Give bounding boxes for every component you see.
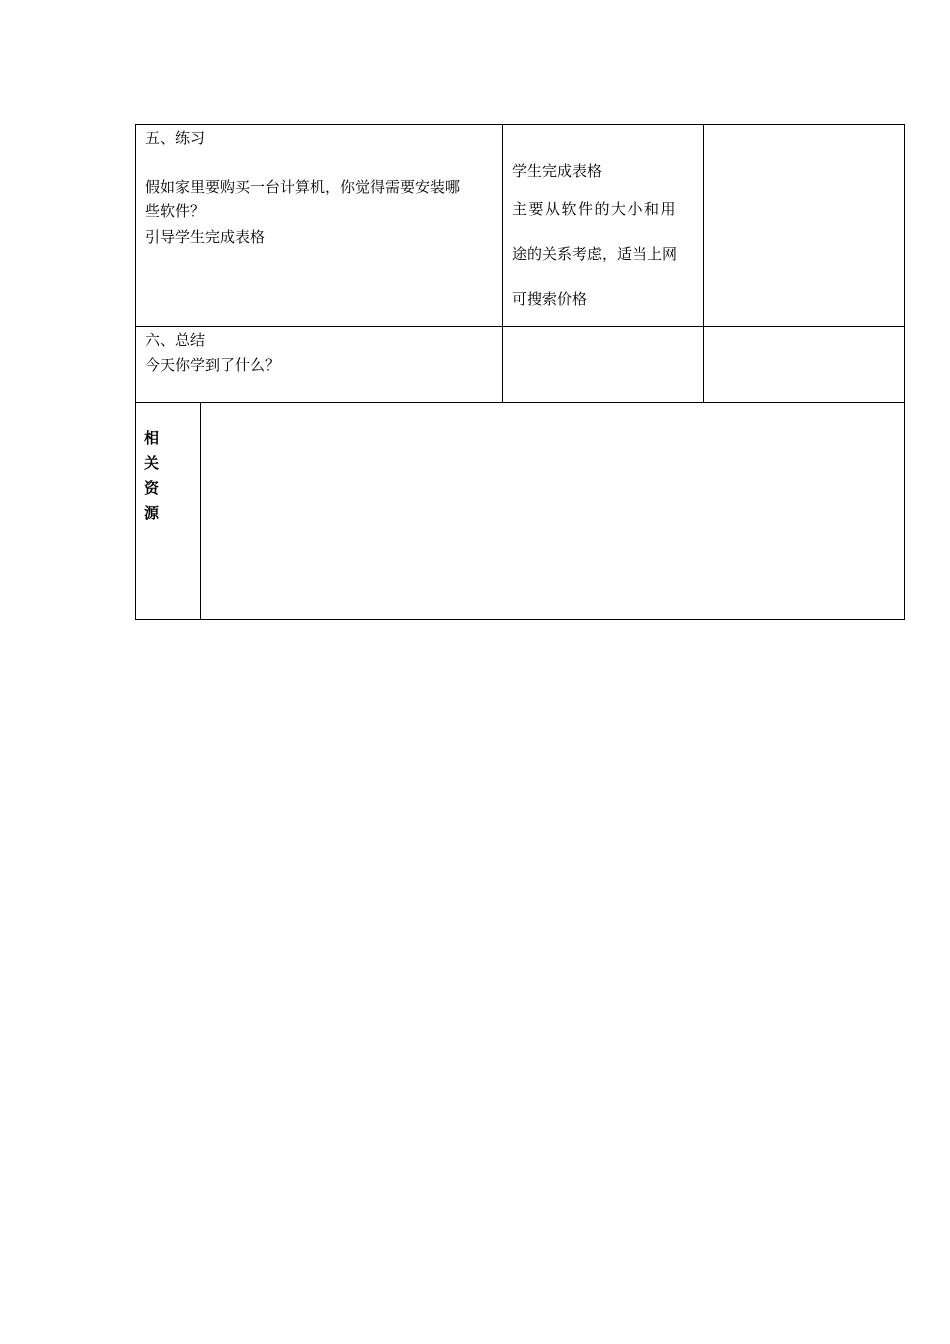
resource-label-divider (200, 402, 201, 620)
student-activity-line3: 途的关系考虑，适当上网 (512, 245, 678, 263)
table-border-left (135, 124, 136, 620)
resources-label-char-1: 相 (144, 429, 160, 447)
table-border-top (135, 124, 905, 125)
practice-question-line1: 假如家里要购买一台计算机，你觉得需要安装哪 (145, 178, 461, 196)
practice-question-line2: 些软件？ (145, 202, 206, 220)
student-activity-line1: 学生完成表格 (512, 162, 603, 180)
row-divider-1 (135, 326, 905, 327)
summary-question: 今天你学到了什么？ (145, 356, 281, 374)
practice-heading: 五、练习 (145, 129, 206, 147)
row-divider-2 (135, 402, 905, 403)
column-divider-1 (502, 124, 503, 403)
table-border-right (904, 124, 905, 620)
student-activity-line2: 主要从软件的大小和用 (512, 200, 678, 218)
table-border-bottom (135, 619, 905, 620)
resources-label-char-4: 源 (144, 504, 160, 522)
resources-label-char-2: 关 (144, 454, 160, 472)
summary-heading: 六、总结 (145, 331, 206, 349)
practice-guide: 引导学生完成表格 (145, 228, 266, 246)
resources-label-char-3: 资 (144, 479, 160, 497)
column-divider-2 (703, 124, 704, 403)
student-activity-line4: 可搜索价格 (512, 290, 588, 308)
